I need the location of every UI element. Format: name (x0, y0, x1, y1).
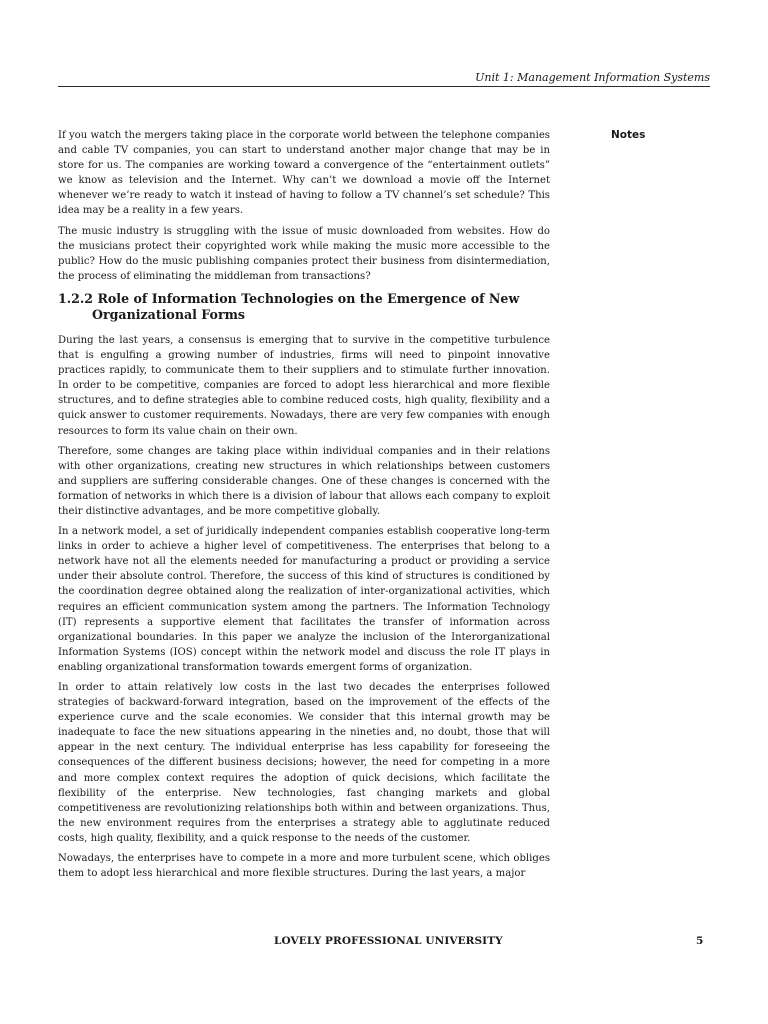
paragraph-changes: Therefore, some changes are taking place within individual companies and in their relations with other organizations, creating new structures in which relationships between customers and suppliers are suffering considerable changes. One of these changes is concerned with the formation of networks in which there is a division of labour that allows each company to exploit their distinctive advantages, and be more competitive globally. (58, 445, 550, 517)
footer-university: LOVELY PROFESSIONAL UNIVERSITY (274, 935, 503, 947)
page-footer (0, 934, 768, 950)
main-text (58, 128, 550, 886)
running-header (58, 72, 710, 87)
paragraph-low-costs: In order to attain relatively low costs in the last two decades the enterprises followed strategies of backward-forward integration, based on the improvement of the effects of the experience curve and the scale economies. We consider that this internal growth may be inadequate to face the new situations appearing in the nineties and, no doubt, those that will appear in the next century. The individual enterprise has less capability for foreseeing the consequences of the different business decisions; however, the need for competing in a more and more complex context requires the adoption of quick decisions, which facilitate the flexibility of the enterprise. New technologies, fast changing markets and global competitiveness are revolutionizing relationships both within and between organizations. Thus, the new environment requires from the enterprises a strategy able to agglutinate reduced costs, high quality, flexibility, and a quick response to the needs of the customer. (58, 682, 550, 844)
page-number: 5 (696, 935, 704, 947)
paragraph-music-industry: The music industry is struggling with the issue of music downloaded from websites. How do the musicians protect their copyrighted work while making the music more accessible to the public? How do the music publishing companies protect their business from disintermediation, the process of eliminating the middleman from transactions? (58, 225, 550, 282)
section-heading: 1.2.2 Role of Information Technologies on the Emergence of New Organizational Forms (58, 290, 520, 322)
paragraph-turbulent-scene: Nowadays, the enterprises have to compete in a more and more turbulent scene, which obliges them to adopt less hierarchical and more flexible structures. During the last years, a major (58, 853, 550, 880)
running-header-title: Unit 1: Management Information Systems (475, 71, 710, 84)
paragraph-network-model: In a network model, a set of juridically independent companies establish cooperative long-term links in order to achieve a higher level of competitiveness. The enterprises that belong to a network have not all the elements needed for manufacturing a product or providing a service under their absolute control. Therefore, the success of this kind of structures is conditioned by the coordination degree obtained along the realization of inter-organizational activities, which requires an efficient communication system among the partners. The Information Technology (IT) represents a supportive element that facilitates the transfer of information across organizational boundaries. In this paper we analyze the inclusion of the Interorganizational Information Systems (IOS) concept within the network model and discuss the role IT plays in enabling organizational transformation towards emergent forms of organization. (58, 526, 550, 673)
notes-margin-label: Notes (611, 129, 646, 141)
paragraph-convergence: If you watch the mergers taking place in the corporate world between the telephone companies and cable TV companies, you can start to understand another major change that may be in store for us. The companies are working toward a convergence of the “entertainment outlets” we know as television and the Internet. Why can’t we download a movie off the Internet whenever we’re ready to watch it instead of having to follow a TV channel’s set schedule? This idea may be a reality in a few years. (58, 130, 550, 217)
paragraph-consensus: During the last years, a consensus is emerging that to survive in the competitive turbulence that is engulfing a growing number of industries, firms will need to pinpoint innovative practices rapidly, to communicate them to their suppliers and to stimulate further innovation. In order to be competitive, companies are forced to adopt less hierarchical and more flexible structures, and to define strategies able to combine reduced costs, high quality, flexibility and a quick answer to customer requirements. Nowadays, there are very few companies with enough resources to form its value chain on their own. (58, 334, 550, 437)
